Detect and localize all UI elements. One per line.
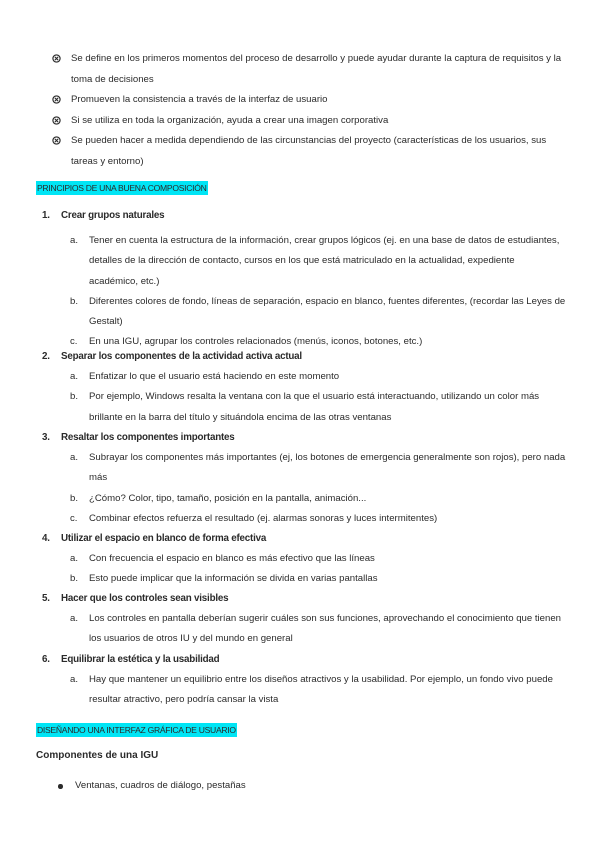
sub-item-letter: b. xyxy=(70,492,79,504)
sub-item xyxy=(42,549,566,569)
sub-item-text: Hay que mantener un equilibrio entre los diseños atractivos y la usabilidad. Por ejemplo, un fondo vivo puede resultar atractivo, pero podría cansar la vista xyxy=(89,674,553,706)
sub-item-text: Con frecuencia el espacio en blanco es más efectivo que las líneas xyxy=(89,553,375,564)
sub-item xyxy=(42,292,566,333)
circled-x-icon xyxy=(52,95,61,104)
section-number: 6. xyxy=(42,654,50,665)
sub-item xyxy=(42,448,566,489)
section-title: 3. Resaltar los componentes importantes xyxy=(42,428,566,448)
sub-item xyxy=(42,509,566,529)
sub-item xyxy=(42,670,566,711)
sub-item-text: Combinar efectos refuerza el resultado (ej. alarmas sonoras y luces intermitentes) xyxy=(89,512,438,524)
intro-bullet xyxy=(52,111,566,132)
sub-item-letter: a. xyxy=(70,371,79,382)
sub-item-letter: a. xyxy=(70,613,79,624)
circled-x-icon xyxy=(52,136,61,145)
section-heading-principios: PRINCIPIOS DE UNA BUENA COMPOSICIÓN xyxy=(37,183,207,193)
sub-item-text: Por ejemplo, Windows resalta la ventana con la que el usuario está interactuando, utilizando un color más brillante en la barra del título y situándola encima de las otras ventanas xyxy=(89,391,540,423)
circled-x-icon xyxy=(52,54,61,63)
section-title: 4. Utilizar el espacio en blanco de forma efectiva xyxy=(42,529,566,549)
sub-item xyxy=(42,609,566,650)
intro-bullet xyxy=(52,49,566,90)
section-number: 5. xyxy=(42,593,50,604)
sub-item-letter: a. xyxy=(70,674,79,685)
bullet-dot-icon xyxy=(58,784,63,789)
principle-section xyxy=(42,347,566,428)
sub-item-text: Los controles en pantalla deberían sugerir cuáles son sus funciones, aprovechando el conocimiento que tienen los usuarios de otros IU y del mundo en general xyxy=(89,613,562,645)
intro-bullet-text: Se pueden hacer a medida dependiendo de las circunstancias del proyecto (características de los usuarios, sus tareas y entorno) xyxy=(71,135,547,167)
section-number: 3. xyxy=(42,432,50,443)
sub-item-text: Enfatizar lo que el usuario está haciendo en este momento xyxy=(89,371,340,382)
sub-item-letter: b. xyxy=(70,573,79,585)
component-bullet-text: Ventanas, cuadros de diálogo, pestañas xyxy=(75,780,246,791)
section-heading-disenando: DISEÑANDO UNA INTERFAZ GRÁFICA DE USUARIO xyxy=(37,725,236,735)
section-title: 1. Crear grupos naturales xyxy=(42,206,566,226)
principle-section xyxy=(42,529,566,590)
section-title: 5. Hacer que los controles sean visibles xyxy=(42,589,566,609)
sub-item-letter: b. xyxy=(70,295,79,307)
sub-item xyxy=(42,489,566,509)
principle-section xyxy=(42,650,566,711)
sub-item-letter: c. xyxy=(70,512,78,524)
sub-item-letter: a. xyxy=(70,553,79,564)
sub-item-text: ¿Cómo? Color, tipo, tamaño, posición en la pantalla, animación... xyxy=(89,492,367,504)
section-number: 4. xyxy=(42,533,50,544)
sub-item-text: Subrayar los componentes más importantes (ej, los botones de emergencia generalmente son rojos), pero nada más xyxy=(89,452,566,484)
intro-bullet-text: Promueven la consistencia a través de la interfaz de usuario xyxy=(71,94,328,105)
circled-x-icon xyxy=(52,116,61,125)
section-number: 2. xyxy=(42,351,50,362)
sub-item xyxy=(42,231,566,292)
sub-item xyxy=(42,569,566,589)
sub-item-text: Esto puede implicar que la información se divida en varias pantallas xyxy=(89,573,378,585)
intro-bullet-list xyxy=(52,49,566,172)
intro-bullet-text: Si se utiliza en toda la organización, ayuda a crear una imagen corporativa xyxy=(71,114,389,126)
sub-item-letter: a. xyxy=(70,452,79,463)
subheading-componentes: Componentes de una IGU xyxy=(36,750,159,761)
principle-section xyxy=(42,428,566,529)
component-bullet xyxy=(58,777,558,795)
sub-item-letter: a. xyxy=(70,235,79,246)
sub-item-text: Tener en cuenta la estructura de la información, crear grupos lógicos (ej. en una base de datos de estudiantes, detalles de la dirección de contacto, cursos en los que está matriculado en la actualidad, expediente académico, etc.) xyxy=(89,235,560,287)
intro-bullet xyxy=(52,131,566,172)
sub-item-text: En una IGU, agrupar los controles relacionados (menús, iconos, botones, etc.) xyxy=(89,336,423,348)
sub-item-letter: b. xyxy=(70,391,79,403)
principle-section xyxy=(42,206,566,353)
section-title: 6. Equilibrar la estética y la usabilidad xyxy=(42,650,566,670)
sub-item xyxy=(42,387,566,428)
intro-bullet-text: Se define en los primeros momentos del proceso de desarrollo y puede ayudar durante la captura de requisitos y la toma de decisiones xyxy=(71,53,562,85)
sub-item xyxy=(42,367,566,387)
principle-section xyxy=(42,589,566,650)
sub-item-letter: c. xyxy=(70,336,78,348)
component-bullet-list xyxy=(58,777,558,795)
section-number: 1. xyxy=(42,210,50,221)
intro-bullet xyxy=(52,90,566,111)
sub-item-text: Diferentes colores de fondo, líneas de separación, espacio en blanco, fuentes diferentes, (recordar las Leyes de Gestalt) xyxy=(89,295,566,328)
section-title: 2. Separar los componentes de la actividad activa actual xyxy=(42,347,566,367)
